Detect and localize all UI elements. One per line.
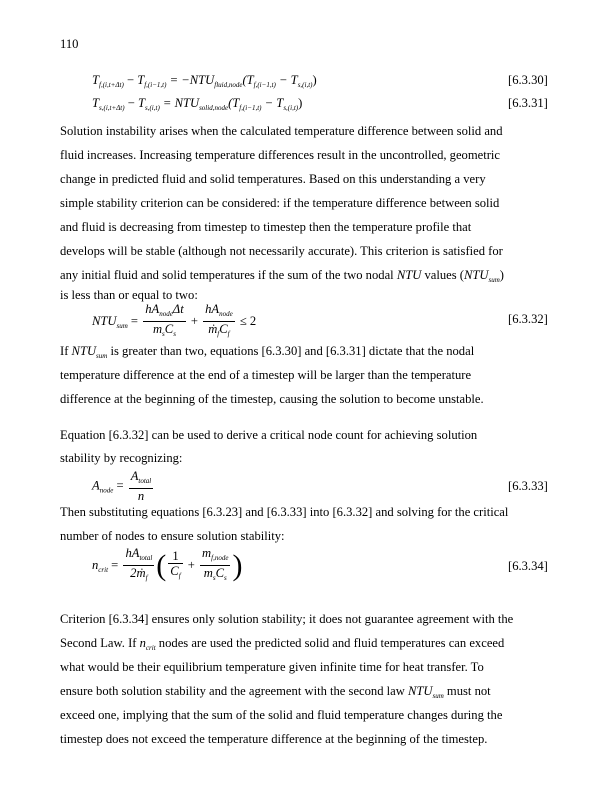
- math-fragment: T: [137, 96, 145, 110]
- paragraph-line: and fluid is decreasing from timestep to timestep then the temperature profile that: [60, 220, 472, 234]
- math-fragment: (T: [228, 96, 240, 110]
- math-fragment: 1: [168, 549, 182, 564]
- math-fragment: NTU: [408, 684, 433, 698]
- paragraph-line: exceed one, implying that the sum of the solid and fluid temperature changes during the: [60, 708, 503, 722]
- math-fragment: [129, 469, 154, 504]
- math-fragment: any initial fluid and solid temperatures if the sum of the two nodal: [60, 268, 397, 282]
- math-fragment: [203, 302, 235, 342]
- math-fragment: C: [219, 322, 228, 336]
- math-fragment: − T: [275, 73, 298, 87]
- paragraph-line: Solution instability arises when the calculated temperature difference between solid and: [60, 124, 503, 138]
- math-fragment: crit: [98, 565, 109, 574]
- math-fragment: [143, 322, 186, 342]
- math-fragment: node: [159, 310, 173, 318]
- math-fragment: =: [127, 313, 142, 328]
- math-fragment: [168, 564, 182, 584]
- math-fragment: T: [92, 96, 100, 110]
- math-fragment: f: [217, 330, 220, 338]
- paragraph-line: number of nodes to ensure solution stability:: [60, 529, 285, 543]
- paragraph-line: [60, 344, 474, 363]
- page-number: 110: [60, 37, 79, 51]
- math-fragment: NTU: [396, 268, 422, 282]
- math-fragment: f,(i,t+Δt): [99, 81, 124, 89]
- paragraph-line: Equation [6.3.32] can be used to derive a critical node count for achieving solution: [60, 428, 478, 442]
- math-fragment: = −NTU: [166, 73, 215, 87]
- paragraph-line: [60, 268, 504, 287]
- math-fragment: sum: [432, 692, 444, 700]
- math-fragment: (T: [242, 73, 254, 87]
- math-fragment: −: [124, 96, 138, 110]
- math-fragment: total: [139, 554, 153, 562]
- math-fragment: If: [60, 344, 72, 358]
- math-fragment: node: [99, 486, 114, 495]
- paragraph-line: what would be their equilibrium temperature given infinite time for heat transfer. To: [60, 660, 484, 674]
- math-fragment: must not: [443, 684, 491, 698]
- paragraph-line: stability by recognizing:: [60, 451, 183, 465]
- math-fragment: −: [123, 73, 138, 87]
- math-fragment: ≤ 2: [236, 313, 257, 328]
- math-fragment: s,(i,t): [283, 104, 299, 112]
- math-fragment: s: [173, 330, 176, 338]
- paragraph-line: fluid increases. Increasing temperature differences result in the uncontrolled, geometric: [60, 148, 501, 162]
- math-fragment: is greater than two, equations [6.3.30] and [6.3.31] dictate that the nodal: [107, 344, 475, 358]
- math-fragment: s: [224, 574, 227, 582]
- paragraph-line: [60, 636, 504, 655]
- math-fragment: n: [139, 636, 146, 650]
- math-fragment: =: [113, 478, 127, 493]
- math-fragment: C: [215, 566, 225, 580]
- equation-6-3-33: [92, 469, 155, 504]
- math-fragment: − T: [261, 96, 284, 110]
- math-fragment: [203, 302, 235, 322]
- math-fragment: = NTU: [159, 96, 200, 110]
- equation-number: [6.3.30]: [508, 73, 548, 87]
- math-fragment: [200, 546, 230, 566]
- math-fragment: [129, 469, 154, 489]
- math-fragment: s,(i,t): [145, 104, 160, 112]
- math-fragment: m: [203, 566, 213, 580]
- equation-6-3-32: [92, 302, 256, 342]
- math-fragment: f,(i−1,t): [253, 81, 276, 89]
- math-fragment: ṁ: [208, 322, 218, 336]
- math-fragment: 2ṁ: [130, 566, 146, 580]
- equation-number: [6.3.32]: [508, 312, 548, 326]
- math-fragment: hA: [145, 302, 160, 316]
- math-fragment: NTU: [92, 313, 117, 328]
- math-fragment: ): [312, 73, 317, 87]
- math-fragment: hA: [125, 546, 140, 560]
- math-fragment: n: [137, 489, 145, 503]
- math-fragment: node: [219, 310, 233, 318]
- math-fragment: Second Law. If: [60, 636, 140, 650]
- math-fragment: crit: [145, 644, 156, 652]
- equation-number: [6.3.31]: [508, 96, 548, 110]
- math-fragment: [200, 566, 230, 586]
- math-fragment: f: [227, 330, 230, 338]
- paragraph-line: timestep does not exceed the temperature difference at the beginning of the timestep.: [60, 732, 488, 746]
- math-fragment: f: [178, 571, 181, 580]
- equation-number: [6.3.34]: [508, 559, 548, 573]
- math-fragment: [123, 566, 154, 586]
- math-fragment: =: [108, 557, 122, 572]
- math-fragment: NTU: [463, 268, 489, 282]
- math-fragment: m: [152, 322, 163, 336]
- paragraph-line: is less than or equal to two:: [60, 288, 198, 302]
- math-fragment: values (: [421, 268, 464, 282]
- equation-6-3-34: [92, 546, 242, 586]
- math-fragment: f,(i−1,t): [144, 81, 167, 89]
- equation-number: [6.3.33]: [508, 479, 548, 493]
- equation-6-3-30: [92, 73, 317, 89]
- paragraph-line: Then substituting equations [6.3.23] and [6.3.33] into [6.3.32] and solving for the critical: [60, 505, 509, 519]
- math-fragment: C: [170, 563, 179, 578]
- math-fragment: [143, 302, 186, 322]
- paragraph-line: Criterion [6.3.34] ensures only solution stability; it does not guarantee agreement with the: [60, 612, 514, 626]
- math-fragment: sum: [488, 276, 500, 284]
- math-fragment: total: [138, 477, 152, 485]
- math-fragment: ): [298, 96, 303, 110]
- math-fragment: A: [92, 478, 100, 493]
- math-fragment: hA: [205, 302, 220, 316]
- math-fragment: s: [212, 574, 216, 582]
- math-fragment: sum: [96, 352, 108, 360]
- math-fragment: [123, 546, 154, 586]
- math-fragment: ensure both solution stability and the agreement with the second law: [60, 684, 408, 698]
- math-fragment: [203, 322, 235, 342]
- math-fragment: nodes are used the predicted solid and fluid temperatures can exceed: [155, 636, 505, 650]
- math-fragment: ): [499, 268, 504, 282]
- paragraph-line: simple stability criterion can be considered: if the temperature difference between solid: [60, 196, 500, 210]
- math-fragment: [123, 546, 154, 566]
- math-fragment: s: [162, 330, 165, 338]
- math-fragment: T: [92, 73, 100, 87]
- math-fragment: Δt: [172, 302, 184, 316]
- math-fragment: T: [137, 73, 145, 87]
- math-fragment: fluid,node: [214, 81, 243, 89]
- math-fragment: m: [202, 546, 212, 560]
- math-fragment: n: [92, 557, 99, 572]
- math-fragment: [143, 302, 186, 342]
- math-fragment: sum: [116, 321, 128, 330]
- math-fragment: s,(i,t): [297, 81, 313, 89]
- math-fragment: [168, 549, 182, 584]
- math-fragment: f: [145, 574, 148, 582]
- math-fragment: +: [187, 313, 202, 328]
- paragraph-line: develops will be stable (although not necessarily accurate). This criterion is satisfied for: [60, 244, 503, 258]
- math-fragment: (: [156, 549, 167, 582]
- math-fragment: +: [184, 557, 199, 572]
- math-fragment: ): [232, 549, 243, 582]
- math-fragment: A: [130, 469, 139, 483]
- math-fragment: f,node: [211, 554, 229, 562]
- math-fragment: NTU: [71, 344, 97, 358]
- paragraph-line: [60, 684, 491, 703]
- math-fragment: [200, 546, 230, 586]
- math-fragment: f,(i−1,t): [239, 104, 262, 112]
- paragraph-line: change in predicted fluid and solid temperatures. Based on this understanding a very: [60, 172, 486, 186]
- math-fragment: C: [164, 322, 174, 336]
- math-fragment: s,(i,t+Δt): [99, 104, 125, 112]
- equation-6-3-31: [92, 96, 302, 112]
- paragraph-line: difference at the beginning of the timestep, causing the solution to become unstable.: [60, 392, 484, 406]
- paragraph-line: temperature difference at the end of a timestep will be larger than the temperature: [60, 368, 472, 382]
- math-fragment: solid,node: [199, 104, 229, 112]
